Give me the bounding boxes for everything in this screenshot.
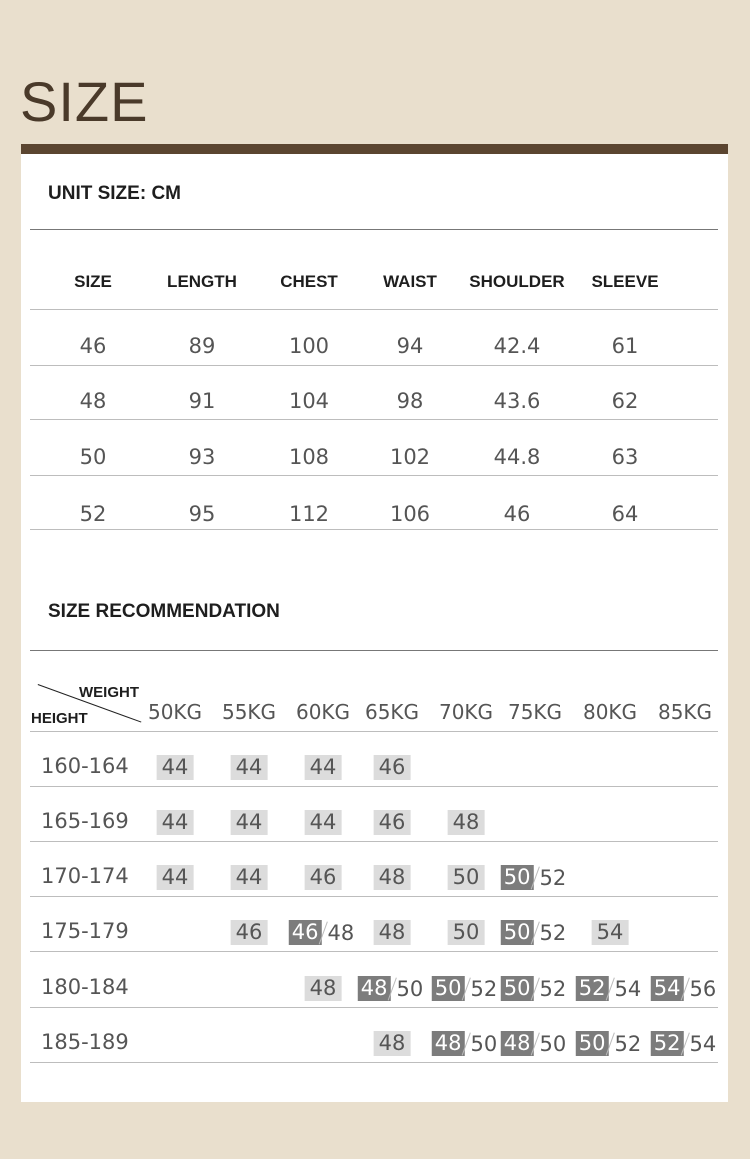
divider: [30, 650, 718, 651]
recommended-size-primary: 54: [651, 976, 684, 1001]
divider: [30, 309, 718, 310]
size-chart-cell: 100: [288, 334, 330, 358]
recommended-size: [501, 1031, 569, 1056]
recommended-size-primary: 50: [448, 865, 485, 890]
recommended-size: [448, 920, 485, 945]
recommended-size: [305, 810, 342, 835]
recommended-size: [358, 976, 426, 1001]
size-chart-cell: 91: [188, 389, 216, 413]
recommended-size: [374, 810, 411, 835]
recommended-size-alternate: 54: [614, 976, 642, 1001]
size-chart-cell: 89: [188, 334, 216, 358]
weight-column-header: 55KG: [221, 700, 277, 724]
recommended-size: [576, 976, 644, 1001]
unit-size-title: UNIT SIZE: CM: [48, 183, 181, 204]
recommended-size-alternate: 50: [470, 1031, 498, 1056]
size-chart-cell: 46: [503, 502, 531, 526]
recommended-size-alternate: 50: [396, 976, 424, 1001]
divider: [30, 419, 718, 420]
recommended-size-primary: 48: [432, 1031, 465, 1056]
recommended-size-primary: 48: [305, 976, 342, 1001]
recommended-size-alternate: 54: [689, 1031, 717, 1056]
divider: [30, 951, 718, 952]
height-row-label: 160-164: [41, 754, 129, 778]
recommended-size: [374, 1031, 411, 1056]
recommended-size-primary: 50: [432, 976, 465, 1001]
divider: [30, 841, 718, 842]
recommended-size: [231, 755, 268, 780]
height-row-label: 170-174: [41, 864, 129, 888]
recommended-size-primary: 48: [358, 976, 391, 1001]
size-card: [21, 154, 728, 1102]
size-chart-cell: 94: [396, 334, 424, 358]
recommended-size-primary: 50: [576, 1031, 609, 1056]
size-chart-cell: 63: [611, 445, 639, 469]
divider: [30, 229, 718, 230]
recommended-size-primary: 44: [305, 810, 342, 835]
recommended-size: [432, 1031, 500, 1056]
recommended-size: [305, 865, 342, 890]
size-chart-header: SHOULDER: [469, 272, 565, 291]
recommended-size-primary: 50: [501, 865, 534, 890]
divider: [30, 731, 718, 732]
size-chart-cell: 106: [389, 502, 431, 526]
divider: [30, 475, 718, 476]
recommended-size-primary: 44: [231, 755, 268, 780]
size-chart-cell: 98: [396, 389, 424, 413]
size-chart-header: LENGTH: [167, 272, 237, 291]
weight-column-header: 75KG: [507, 700, 563, 724]
recommended-size-primary: 46: [289, 920, 322, 945]
recommended-size-alternate: 52: [539, 865, 567, 890]
height-row-label: 175-179: [41, 919, 129, 943]
recommended-size-primary: 54: [592, 920, 629, 945]
size-chart-cell: 52: [79, 502, 107, 526]
size-chart-cell: 48: [79, 389, 107, 413]
size-chart-cell: 93: [188, 445, 216, 469]
title-rule: [21, 144, 728, 154]
recommended-size: [592, 920, 629, 945]
recommended-size-primary: 48: [374, 1031, 411, 1056]
recommendation-title: SIZE RECOMMENDATION: [48, 601, 280, 622]
divider: [30, 529, 718, 530]
weight-column-header: 70KG: [438, 700, 494, 724]
recommended-size-alternate: 48: [327, 920, 355, 945]
size-chart-cell: 62: [611, 389, 639, 413]
recommended-size: [231, 920, 268, 945]
recommended-size: [432, 976, 500, 1001]
recommended-size-primary: 46: [374, 810, 411, 835]
recommended-size: [157, 865, 194, 890]
size-chart-cell: 112: [288, 502, 330, 526]
recommended-size: [289, 920, 357, 945]
size-chart-header: SIZE: [74, 272, 112, 291]
size-chart-header: SLEEVE: [591, 272, 659, 291]
recommended-size-primary: 52: [576, 976, 609, 1001]
size-chart-cell: 44.8: [493, 445, 541, 469]
recommended-size-primary: 44: [157, 810, 194, 835]
recommended-size: [157, 755, 194, 780]
recommended-size: [157, 810, 194, 835]
size-chart-header: WAIST: [383, 272, 437, 291]
recommended-size: [501, 976, 569, 1001]
divider: [30, 1007, 718, 1008]
recommended-size: [651, 976, 719, 1001]
recommended-size: [576, 1031, 644, 1056]
recommended-size-alternate: 52: [539, 976, 567, 1001]
recommended-size-alternate: 50: [539, 1031, 567, 1056]
height-row-label: 185-189: [41, 1030, 129, 1054]
recommended-size: [231, 810, 268, 835]
recommended-size-primary: 50: [501, 920, 534, 945]
size-chart-cell: 64: [611, 502, 639, 526]
recommended-size-primary: 46: [305, 865, 342, 890]
recommended-size-primary: 44: [305, 755, 342, 780]
recommended-size-primary: 44: [231, 810, 268, 835]
recommended-size: [501, 865, 569, 890]
height-row-label: 180-184: [41, 975, 129, 999]
weight-column-header: 65KG: [364, 700, 420, 724]
size-chart-cell: 42.4: [493, 334, 541, 358]
recommended-size: [305, 755, 342, 780]
size-chart-cell: 108: [288, 445, 330, 469]
weight-column-header: 80KG: [582, 700, 638, 724]
size-chart-cell: 104: [288, 389, 330, 413]
divider: [30, 896, 718, 897]
recommended-size: [305, 976, 342, 1001]
weight-column-header: 50KG: [147, 700, 203, 724]
size-chart-header: CHEST: [280, 272, 338, 291]
recommended-size: [374, 755, 411, 780]
recommended-size-primary: 48: [374, 920, 411, 945]
recommended-size: [231, 865, 268, 890]
height-row-label: 165-169: [41, 809, 129, 833]
recommended-size: [651, 1031, 719, 1056]
recommended-size-primary: 46: [374, 755, 411, 780]
recommended-size: [501, 920, 569, 945]
recommended-size: [448, 865, 485, 890]
page-title: SIZE: [20, 70, 149, 133]
weight-axis-label: WEIGHT: [79, 684, 139, 701]
recommended-size: [374, 865, 411, 890]
divider: [30, 365, 718, 366]
recommended-size-primary: 44: [157, 865, 194, 890]
recommended-size: [374, 920, 411, 945]
recommended-size-primary: 48: [448, 810, 485, 835]
recommended-size-primary: 46: [231, 920, 268, 945]
recommended-size-primary: 50: [448, 920, 485, 945]
recommended-size-alternate: 56: [689, 976, 717, 1001]
height-axis-label: HEIGHT: [31, 710, 88, 727]
recommended-size-primary: 48: [374, 865, 411, 890]
recommended-size-alternate: 52: [539, 920, 567, 945]
size-chart-cell: 95: [188, 502, 216, 526]
divider: [30, 786, 718, 787]
recommended-size-alternate: 52: [614, 1031, 642, 1056]
recommended-size-alternate: 52: [470, 976, 498, 1001]
recommended-size-primary: 50: [501, 976, 534, 1001]
recommended-size-primary: 44: [157, 755, 194, 780]
size-chart-cell: 46: [79, 334, 107, 358]
size-chart-cell: 43.6: [493, 389, 541, 413]
recommended-size-primary: 48: [501, 1031, 534, 1056]
size-chart-cell: 50: [79, 445, 107, 469]
size-chart-cell: 61: [611, 334, 639, 358]
size-chart-cell: 102: [389, 445, 431, 469]
recommended-size: [448, 810, 485, 835]
divider: [30, 1062, 718, 1063]
weight-column-header: 85KG: [657, 700, 713, 724]
recommended-size-primary: 52: [651, 1031, 684, 1056]
recommended-size-primary: 44: [231, 865, 268, 890]
weight-column-header: 60KG: [295, 700, 351, 724]
